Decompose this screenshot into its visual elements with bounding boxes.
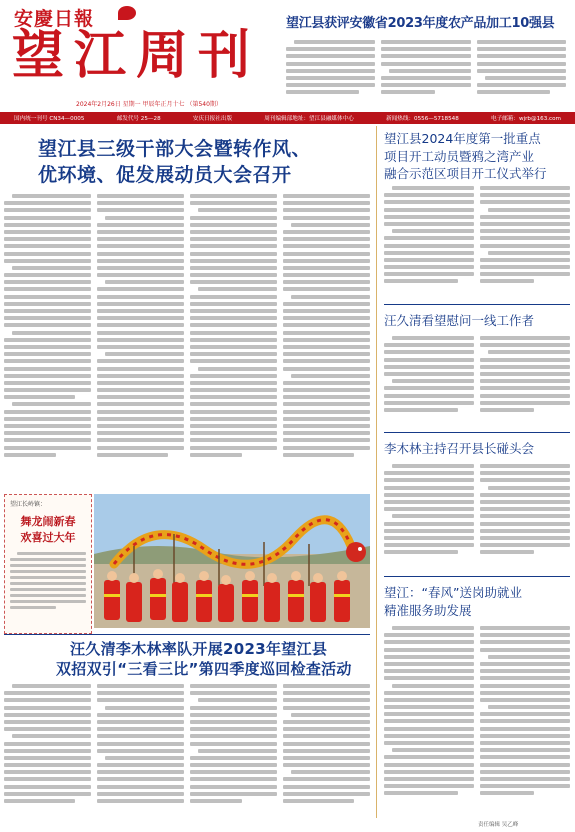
caption-title-line1: 舞龙闹新春 — [20, 515, 76, 528]
text-column — [480, 464, 570, 568]
info-postal-code: 邮发代号 25—28 — [116, 116, 161, 122]
masthead — [0, 0, 575, 112]
text-column — [283, 194, 370, 488]
text-column — [384, 336, 474, 426]
text-column — [480, 336, 570, 426]
supplement-title: 望江周刊 — [12, 25, 261, 86]
story-separator — [384, 432, 570, 433]
bottom-story-title-line2[interactable]: 双招双引“三看三比”第四季度巡回检查活动 — [56, 660, 352, 678]
lead-story-body — [4, 194, 370, 488]
right-story-4-body — [384, 626, 570, 818]
right-story-2-title-line1: 汪久清看望慰问一线工作者 — [384, 313, 535, 328]
right-story-3-title[interactable] — [384, 440, 534, 458]
story-separator — [384, 304, 570, 305]
caption-label: 望江长岭镇： — [10, 501, 47, 508]
story-separator — [4, 634, 370, 635]
right-story-2-body — [384, 336, 570, 426]
text-column — [384, 464, 474, 568]
info-address: 周刊编辑部地址：望江县融媒体中心 — [264, 116, 354, 122]
right-story-3-body — [384, 464, 570, 568]
dragon-dance-scene — [94, 494, 370, 628]
info-publisher: 安庆日报社出版 — [192, 116, 233, 122]
right-story-4-title-line2: 精准服务助发展 — [384, 602, 472, 618]
text-column — [381, 40, 470, 102]
story-separator — [384, 576, 570, 577]
text-column — [384, 186, 474, 296]
issue-date-line: 2024年2月26日 星期一 甲辰年正月十七 （第540期） — [76, 101, 222, 108]
text-column — [384, 626, 474, 818]
lead-story-title-line2[interactable]: 优环境、促发展动员大会召开 — [38, 164, 292, 186]
bottom-story-body — [4, 684, 370, 818]
top-story-body — [286, 40, 566, 102]
right-story-1-title[interactable] — [384, 130, 547, 183]
right-story-2-title[interactable] — [384, 312, 534, 330]
text-column — [283, 684, 370, 818]
text-column — [97, 684, 184, 818]
paper-name: 安慶日報 — [14, 8, 95, 30]
lead-story-title-line1[interactable]: 望江县三级干部大会暨转作风、 — [38, 138, 312, 160]
paper-logo-mark-icon — [118, 6, 136, 20]
right-story-1-title-line3: 融合示范区项目开工仪式举行 — [384, 166, 547, 181]
text-column — [480, 626, 570, 818]
top-story-headline[interactable]: 望江县获评安徽省2023年度农产品加工10强县 — [286, 16, 555, 31]
text-column — [97, 194, 184, 488]
column-divider — [376, 126, 377, 818]
text-column — [4, 194, 91, 488]
text-column — [480, 186, 570, 296]
info-issn: 国内统一刊号 CN34—0005 — [14, 116, 85, 122]
right-story-3-title-line1: 李木林主持召开县长碰头会 — [384, 441, 535, 456]
right-story-4-title-line1: 望江：“春风”送岗助就业 — [384, 585, 522, 600]
editor-tag: 责任编辑 吴乙峰 — [478, 822, 519, 828]
info-hotline: 新闻热线：0556—5718548 — [386, 116, 459, 122]
caption-title-line2: 欢喜过大年 — [20, 530, 76, 544]
text-column — [190, 684, 277, 818]
right-story-1-title-line1: 望江县2024年度第一批重点 — [384, 131, 541, 146]
right-story-1-body — [384, 186, 570, 296]
text-column — [190, 194, 277, 488]
photo-caption-box — [4, 494, 92, 634]
text-column — [286, 40, 375, 102]
text-column — [4, 684, 91, 818]
right-story-1-title-line2: 项目开工动员暨鸦之湾产业 — [384, 148, 535, 164]
text-column — [477, 40, 566, 102]
right-story-4-title[interactable] — [384, 584, 522, 619]
dragon-dance-photo — [94, 494, 370, 628]
publication-info-bar — [0, 112, 575, 124]
bottom-story-title-line1[interactable]: 汪久清李木林率队开展2023年望江县 — [70, 640, 328, 658]
info-email: 电子邮箱：wjrb@163.com — [491, 116, 561, 122]
caption-text — [10, 552, 86, 609]
